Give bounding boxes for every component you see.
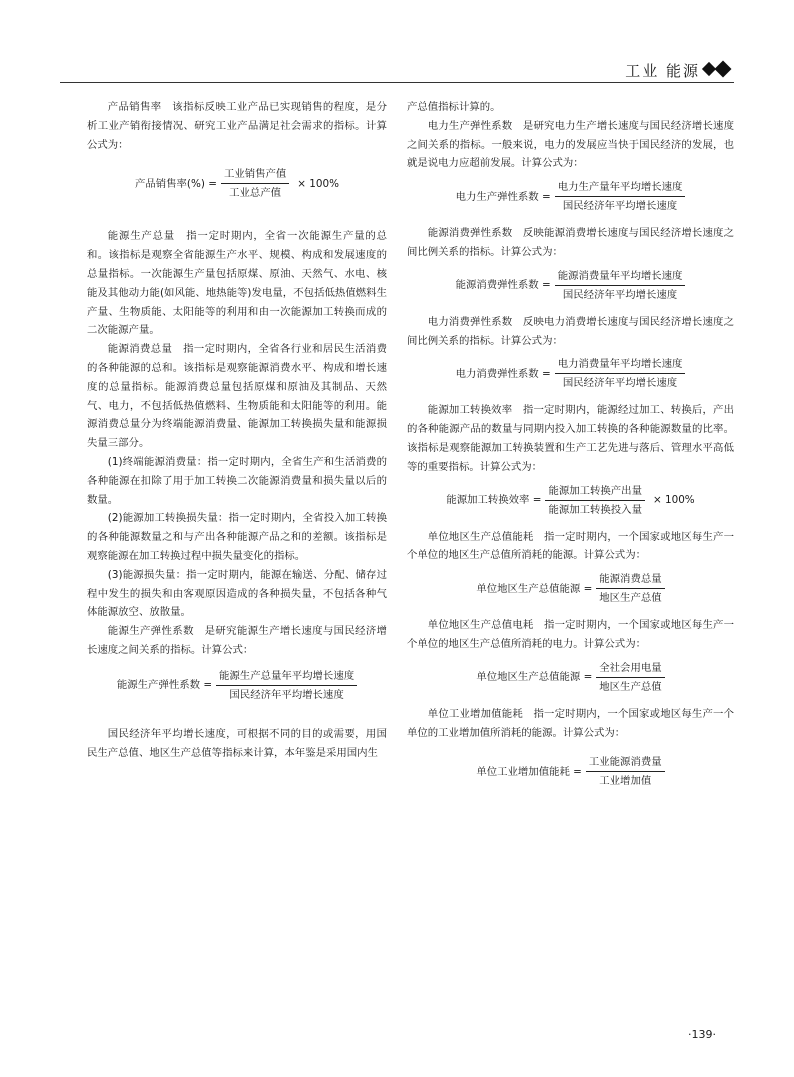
formula-conversion-efficiency: 能源加工转换效率 = $\frac{\text{能源加工转换产出量}}{\text{能源加工转换投入量}}$ × 100% [446,484,695,516]
paragraph: (3)能源损失量：指一定时期内，能源在输送、分配、储存过程中发生的损失和由客观原因造成的各种损失量，不包括各种气体能源放空、放散量。 [87,568,387,619]
formula-power-per-gdp: 单位地区生产总值能源 = $\frac{\text{全社会用电量}}{\text{地区生产总值}}$ [407,660,734,695]
page-header [60,56,734,83]
paragraph: 能源消费弹性系数 反映能源消费增长速度与国民经济增长速度之间比例关系的指标。计算公式为： [407,227,734,258]
paragraph: 国民经济年平均增长速度，可根据不同的目的或需要，用国民生产总值、地区生产总值等指标来计算，本年鉴是采用国内生 [87,727,387,759]
formula-power-production-elasticity: 电力生产弹性系数 = $\frac{\text{电力生产量年平均增长速度}}{\text{国民经济年平均增长速度}}$ [407,179,734,214]
formula-energy-production-elasticity: 能源生产弹性系数 = $\frac{\text{能源生产总量年平均增长速度}}{\text{国民经济年平均增长速度}}$ [87,668,387,703]
paragraph: 产总值指标计算的。 [407,101,501,113]
formula-power-consumption-elasticity: 电力消费弹性系数 = $\frac{\text{电力消费量年平均增长速度}}{\text{国民经济年平均增长速度}}$ [407,356,734,391]
paragraph: (1)终端能源消费量：指一定时期内，全省生产和生活消费的各种能源在扣除了用于加工转换二次能源消费量和损失量以后的数量。 [87,455,387,506]
paragraph: 能源生产弹性系数 是研究能源生产增长速度与国民经济增长速度之间关系的指标。计算公式： [87,625,387,656]
paragraph: 产品销售率 该指标反映工业产品已实现销售的程度，是分析工业产销衔接情况、研究工业产品满足社会需求的指标。计算公式为： [87,101,387,151]
page-number: ·139· [688,1028,716,1041]
formula-energy-consumption-elasticity: 能源消费弹性系数 = $\frac{\text{能源消费量年平均增长速度}}{\text{国民经济年平均增长速度}}$ [407,268,734,303]
left-column [87,98,387,762]
paragraph: (2)能源加工转换损失量：指一定时期内，全省投入加工转换的各种能源数量之和与产出各种能源产品之和的差额。该指标是观察能源在加工转换过程中损失量变化的指标。 [87,512,387,562]
diamond-icon [702,62,732,78]
formula-energy-per-gdp: 单位地区生产总值能源 = $\frac{\text{能源消费总量}}{\text{地区生产总值}}$ [407,571,734,606]
formula-energy-per-industry-value: 单位工业增加值能耗 = $\frac{\text{工业能源消费量}}{\text{工业增加值}}$ [407,754,734,789]
paragraph: 能源消费总量 指一定时期内，全省各行业和居民生活消费的各种能源的总和。该指标是观察能源消费水平、构成和增长速度的总量指标。能源消费总量包括原煤和原油及其制品、天然气、电力，不包括低热值燃料、生物质能和太阳能等的利用。能源消费总量分为终端能源消费量、能源加工转换损失量和能源损失量三部分。 [87,343,387,450]
paragraph: 电力生产弹性系数 是研究电力生产增长速度与国民经济增长速度之间关系的指标。一般来说，电力的发展应当快于国民经济的发展，也就是说电力应超前发展。计算公式为： [407,119,734,170]
paragraph: 单位工业增加值能耗 指一定时期内，一个国家或地区每生产一个单位的工业增加值所消耗的能源。计算公式为： [407,707,734,739]
formula-product-sales-rate: 产品销售率(%) = $\frac{\text{工业销售产值}}{\text{工业总产值}}$ × 100% [134,168,339,200]
paragraph: 能源生产总量 指一定时期内，全省一次能源生产量的总和。该指标是观察全省能源生产水平、规模、构成和发展速度的总量指标。一次能源生产量包括原煤、原油、天然气、水电、核能及其他动力能(如风能、地热能等)发电量，不包括低热值燃料生产量、生物质能、太阳能等的利用和由一次能源加工转换而成的二次能源产量。 [87,230,387,337]
paragraph: 单位地区生产总值能耗 指一定时期内，一个国家或地区每生产一个单位的地区生产总值所消耗的能源。计算公式为： [407,530,734,562]
paragraph: 单位地区生产总值电耗 指一定时期内，一个国家或地区每生产一个单位的地区生产总值所消耗的电力。计算公式为： [407,619,734,650]
right-column [407,98,734,799]
header-title: 工业 能源 [625,62,700,80]
paragraph: 电力消费弹性系数 反映电力消费增长速度与国民经济增长速度之间比例关系的指标。计算公式为： [407,315,734,347]
paragraph: 能源加工转换效率 指一定时期内，能源经过加工、转换后，产出的各种能源产品的数量与同期内投入加工转换的各种能源数量的比率。该指标是观察能源加工转换装置和生产工艺先进与落后、管理水平高低等的重要指标。计算公式为： [407,404,734,473]
